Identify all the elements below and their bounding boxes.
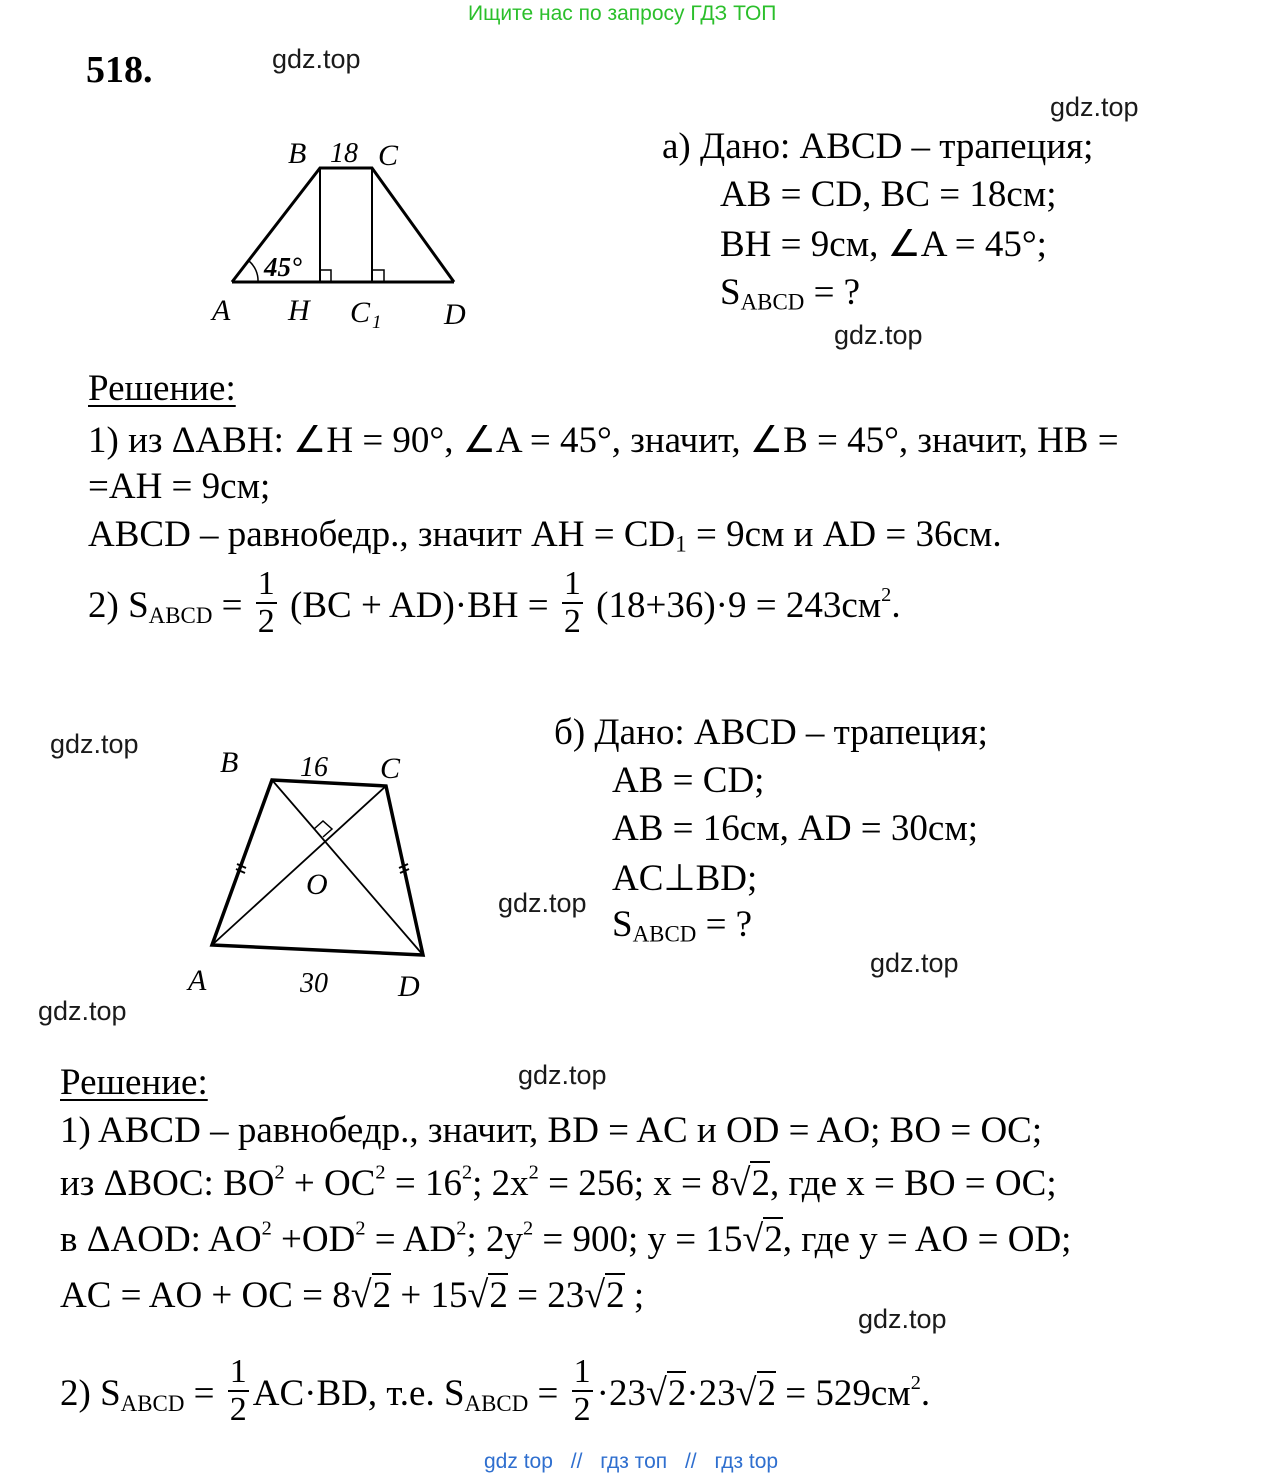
watermark: gdz.top xyxy=(834,320,923,350)
given-b-line1: б) Дано: ABCD – трапеция; xyxy=(554,712,988,753)
length-ad: 30 xyxy=(300,968,328,999)
solution-a-heading: Решение: xyxy=(88,368,236,409)
solution-a-line2: =AH = 9см; xyxy=(88,466,271,507)
sqrt-two: √2 xyxy=(584,1274,625,1316)
given-b-find: $S_{ABCD}$ = ? xyxy=(612,904,753,947)
footer-separator: // xyxy=(570,1450,583,1473)
sqrt-two: √2 xyxy=(350,1274,392,1316)
label-c: C xyxy=(380,752,401,785)
watermark: gdz.top xyxy=(870,948,959,978)
trapezoid-figure-b xyxy=(180,740,440,1002)
solution-a-line1: 1) из ΔABH: ∠H = 90°, ∠A = 45°, значит, ∠B = 45°, значит, HB = xyxy=(88,420,1119,461)
sqrt-two: √2 xyxy=(467,1274,508,1316)
length-bc: 16 xyxy=(300,752,328,783)
solution-a-line3: ABCD – равнобедр., значит AH = $CD_1 = 9см$ и AD = 36см. xyxy=(88,514,1002,557)
top-banner: Ищите нас по запросу ГДЗ ТОП xyxy=(468,2,777,25)
solution-b-line2: из ΔBOC: $BO^2 + OC^2 = 16^2$; $2x^2 = 256$; x = 8√2, где x = BO = OC; xyxy=(60,1161,1057,1204)
solution-a-line4: 2) $S_{ABCD}$ = $\frac{1}{2}$ (BC + AD)·BH = $\frac{1}{2}$ $(18+36)\cdot 9 = 243см^2$. xyxy=(88,565,901,640)
label-b: B xyxy=(288,137,307,170)
find-s: S xyxy=(720,272,741,313)
watermark: gdz.top xyxy=(858,1304,947,1334)
fraction-half: $\frac{1}{2}$ xyxy=(257,565,275,640)
angle-label: 45° xyxy=(264,252,302,282)
find-tail: = ? xyxy=(804,272,861,313)
solution-b-line1: 1) ABCD – равнобедр., значит, BD = AC и OD = AO; BO = OC; xyxy=(60,1110,1043,1151)
watermark: gdz.top xyxy=(1050,92,1139,122)
label-c1: C xyxy=(350,296,371,329)
given-b-line3: AB = 16см, AD = 30см; xyxy=(612,808,979,849)
label-c: C xyxy=(378,139,399,172)
given-a-line3: BH = 9см, ∠A = 45°; xyxy=(720,224,1047,265)
watermark: gdz.top xyxy=(272,44,361,74)
sqrt-two: √2 xyxy=(735,1372,777,1415)
footer-links xyxy=(484,1450,778,1474)
fraction-half: $\frac{1}{2}$ xyxy=(563,565,581,640)
label-c1-sub: 1 xyxy=(372,312,382,333)
footer-separator: // xyxy=(684,1450,697,1473)
label-o: O xyxy=(306,868,328,901)
label-d: D xyxy=(398,970,420,1002)
length-bc: 18 xyxy=(330,138,358,169)
solution-b-line5: 2) $S_{ABCD}$ = $\frac{1}{2}$ AC·BD, т.е. $S_{ABCD}$ = $\frac{1}{2}$ $\cdot 23√2\cdot 23√2 = 529см^2$. xyxy=(60,1353,931,1428)
watermark: gdz.top xyxy=(498,888,587,918)
footer-link-gdz-top[interactable]: gdz top xyxy=(484,1450,553,1473)
label-b: B xyxy=(220,746,239,779)
watermark: gdz.top xyxy=(38,996,127,1026)
problem-number: 518. xyxy=(86,49,153,91)
right-angle-mark-o xyxy=(314,821,332,837)
sqrt-two: √2 xyxy=(742,1218,783,1260)
label-d: D xyxy=(444,298,466,331)
right-angle-mark-h xyxy=(320,270,331,282)
solution-b-heading: Решение: xyxy=(60,1062,208,1103)
footer-link-gdz-top-ru[interactable]: гдз топ xyxy=(600,1450,668,1473)
solution-b-line4: AC = AO + OC = 8√2 + 15√2 = 23√2 ; xyxy=(60,1274,645,1316)
sqrt-two: √2 xyxy=(729,1162,770,1204)
right-angle-mark-c1 xyxy=(372,270,384,282)
find-sub: ABCD xyxy=(740,289,805,315)
label-a: A xyxy=(212,294,231,327)
fraction-half: $\frac{1}{2}$ xyxy=(229,1353,247,1428)
given-a-line2: AB = CD, BC = 18см; xyxy=(720,174,1057,215)
watermark: gdz.top xyxy=(50,729,139,759)
sqrt-two: √2 xyxy=(645,1372,687,1415)
angle-arc-a xyxy=(249,261,258,282)
fraction-half: $\frac{1}{2}$ xyxy=(573,1353,591,1428)
label-h: H xyxy=(288,294,310,327)
watermark: gdz.top xyxy=(518,1060,607,1090)
solution-b-line3: в ΔAOD: $AO^2 +OD^2 = AD^2$; $2y^2 = 900$; y = 15√2, где y = AO = OD; xyxy=(60,1217,1072,1260)
given-b-line2: AB = CD; xyxy=(612,760,765,801)
given-a-find xyxy=(720,272,861,315)
label-a: A xyxy=(188,964,207,997)
trapezoid-figure-a xyxy=(200,130,490,335)
given-b-line4: AC⊥BD; xyxy=(612,858,758,899)
given-a-line1: а) Дано: ABCD – трапеция; xyxy=(662,126,1094,167)
footer-link-gdz-top-mixed[interactable]: гдз top xyxy=(714,1450,779,1473)
